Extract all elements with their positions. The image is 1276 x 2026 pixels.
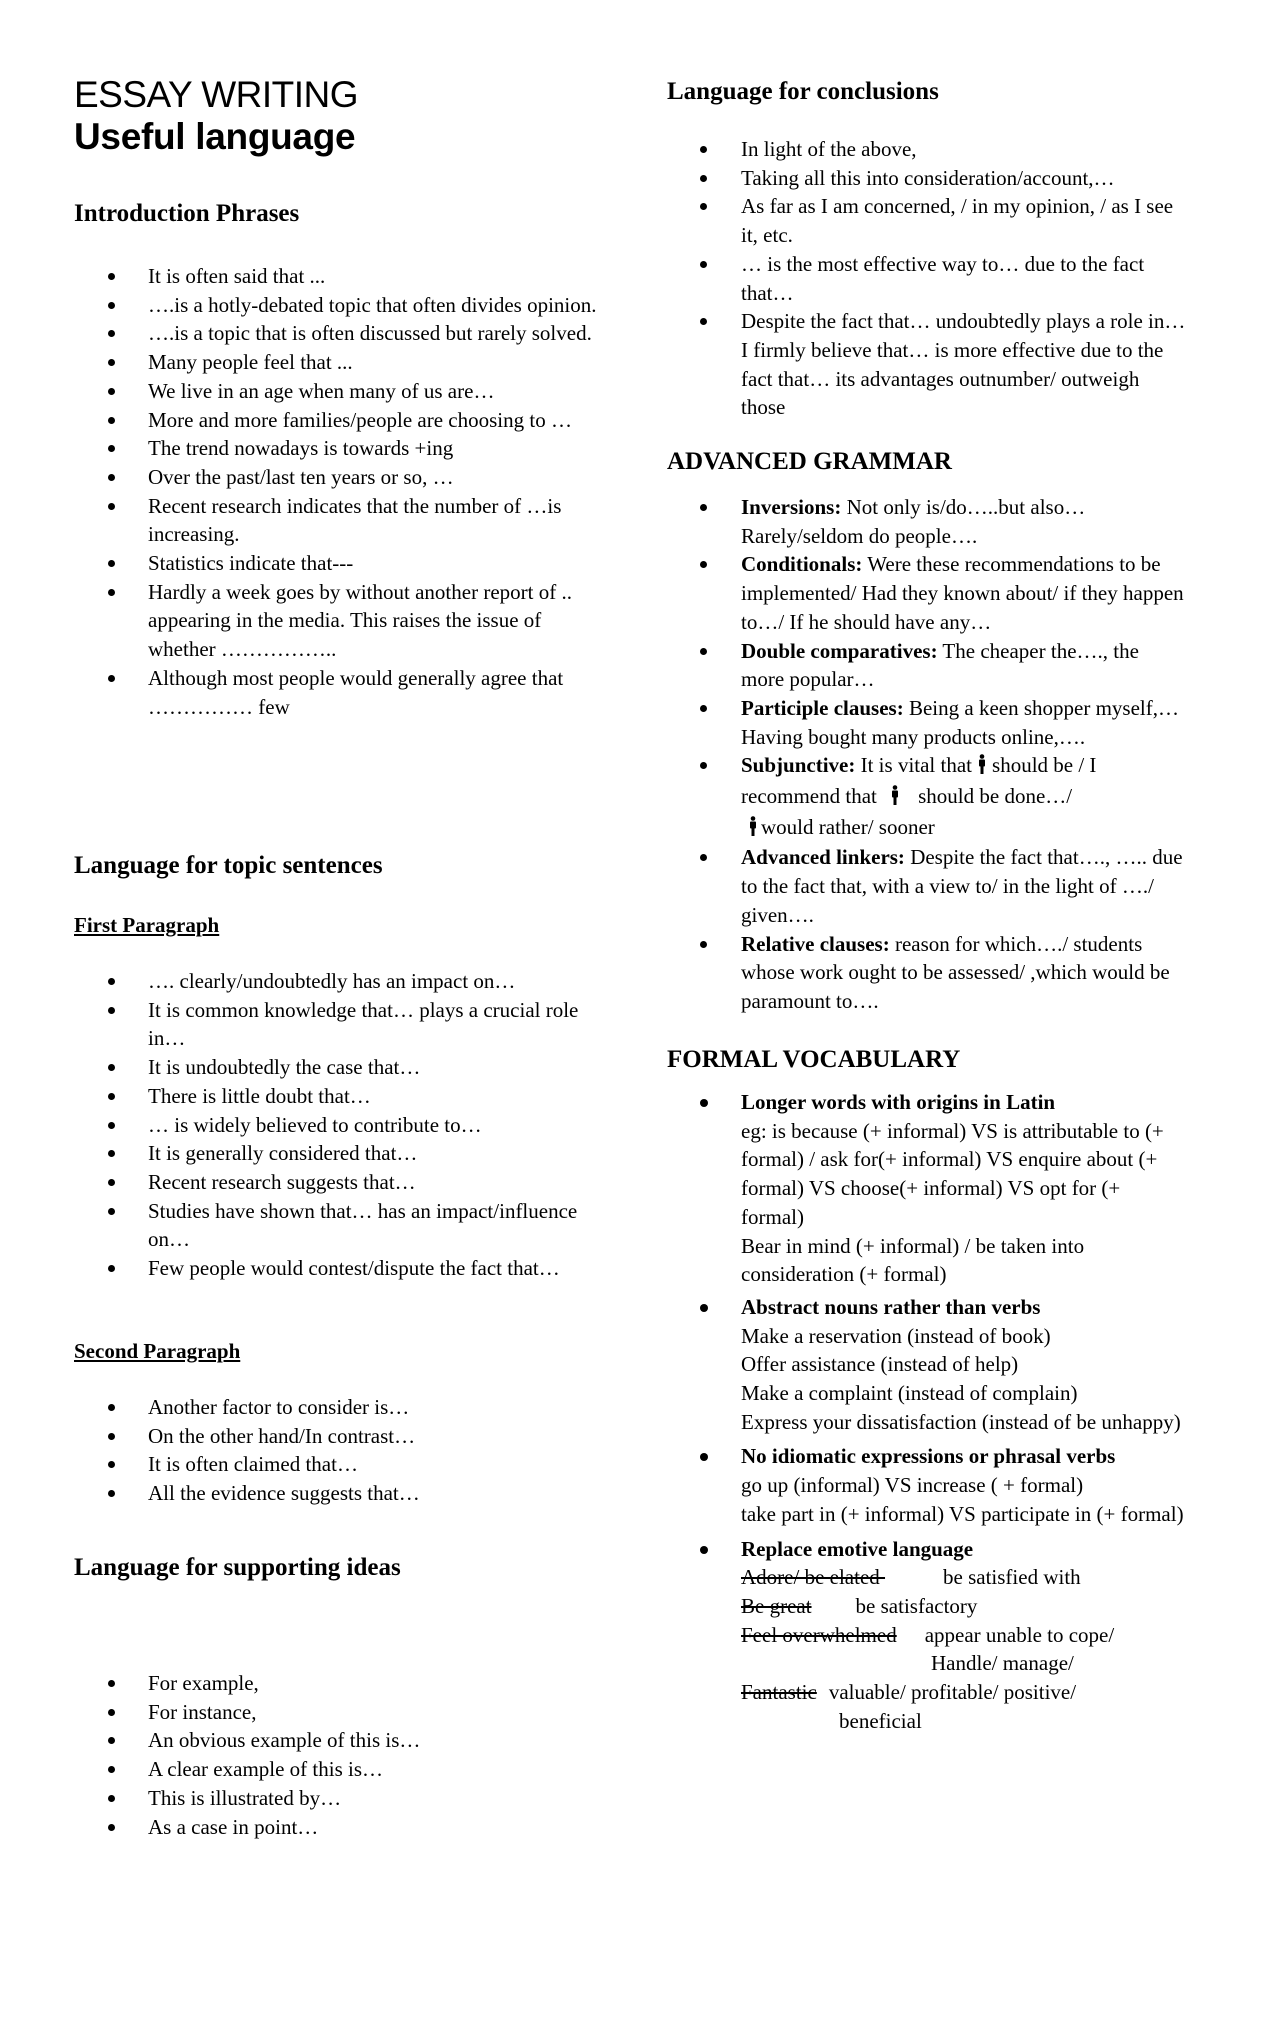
- vocab-emotive: [668, 1535, 1186, 1736]
- grammar-participle-clauses: [668, 694, 1186, 751]
- vocab-line: eg: is because (+ informal) VS is attributable to (+ formal) / ask for(+ informal) VS enquire about (+ formal) VS choose(+ informal) VS opt for (+ formal): [741, 1118, 1164, 1229]
- list-item: For instance,: [75, 1698, 606, 1727]
- emotive-new-cont: beneficial: [839, 1708, 922, 1733]
- vocab-line: take part in (+ informal) VS participate in (+ formal): [741, 1501, 1184, 1526]
- list-item: It is common knowledge that… plays a crucial role in…: [75, 996, 606, 1053]
- grammar-text: should be / I recommend that: [741, 753, 1097, 809]
- vocab-idioms: [668, 1442, 1186, 1528]
- list-item: It is often said that ...: [75, 262, 606, 291]
- heading-conclusions: Language for conclusions: [667, 78, 939, 105]
- grammar-text: The cheaper the…., the more popular…: [741, 638, 1139, 692]
- title-useful-language: Useful language: [74, 116, 356, 157]
- vocab-line: Make a complaint (instead of complain): [741, 1381, 1078, 1406]
- grammar-label: Inversions:: [741, 495, 842, 519]
- list-item: Although most people would generally agree that …………… few: [75, 664, 606, 721]
- emotive-pair: [741, 1678, 1186, 1707]
- grammar-text: Not only is/do…..but also… Rarely/seldom do people….: [741, 495, 1086, 548]
- list-item: As a case in point…: [75, 1813, 606, 1842]
- list-item: Statistics indicate that---: [75, 549, 606, 578]
- heading-topic-sentences: Language for topic sentences: [74, 852, 383, 879]
- heading-first-paragraph: First Paragraph: [74, 913, 220, 937]
- grammar-text: reason for which…./ students whose work ought to be assessed/ ,which would be paramount to….: [741, 931, 1170, 1013]
- heading-formal-vocabulary: FORMAL VOCABULARY: [667, 1046, 961, 1073]
- document-title: [74, 74, 358, 158]
- emotive-old: Adore/ be elated: [741, 1565, 886, 1590]
- list-item: There is little doubt that…: [75, 1082, 606, 1111]
- list-formal-vocabulary: [668, 1088, 1186, 1741]
- vocab-label: Abstract nouns rather than verbs: [741, 1294, 1041, 1319]
- vocab-line: Bear in mind (+ informal) / be taken into consideration (+ formal): [741, 1233, 1085, 1287]
- list-item: The trend nowadays is towards +ing: [75, 434, 606, 463]
- list-item: It is often claimed that…: [75, 1450, 606, 1479]
- list-item: ….is a hotly-debated topic that often divides opinion.: [75, 291, 606, 320]
- grammar-text: Were these recommendations to be implemented/ Had they known about/ if they happen to…/ If he should have any…: [741, 552, 1184, 634]
- emotive-old: Be great: [741, 1593, 812, 1618]
- grammar-text: should be done…/: [912, 784, 1073, 809]
- vocab-label: Longer words with origins in Latin: [741, 1090, 1056, 1114]
- grammar-conditionals: [668, 550, 1186, 636]
- list-item: It is generally considered that…: [75, 1139, 606, 1168]
- emotive-pair: [741, 1563, 1186, 1592]
- list-introduction: [75, 262, 606, 721]
- list-item: …. clearly/undoubtedly has an impact on…: [75, 967, 606, 996]
- vocab-abstract-nouns: [668, 1293, 1186, 1437]
- grammar-subjunctive: [668, 751, 1186, 843]
- grammar-advanced-linkers: [668, 843, 1186, 929]
- vocab-line: Make a reservation (instead of book): [741, 1323, 1051, 1348]
- person-icon: [749, 815, 757, 844]
- grammar-relative-clauses: [668, 930, 1186, 1016]
- vocab-line: Offer assistance (instead of help): [741, 1352, 1019, 1377]
- list-conclusions: [668, 135, 1186, 422]
- heading-supporting-ideas: Language for supporting ideas: [74, 1554, 401, 1581]
- emotive-new: be satisfied with: [943, 1565, 1081, 1590]
- person-icon: [891, 784, 899, 813]
- emotive-old: Feel overwhelmed: [741, 1622, 897, 1647]
- list-item: Another factor to consider is…: [75, 1393, 606, 1422]
- list-item: ….is a topic that is often discussed but rarely solved.: [75, 319, 606, 348]
- grammar-text: Being a keen shopper myself,… Having bought many products online,….: [741, 695, 1179, 749]
- list-item: … is the most effective way to… due to the fact that…: [668, 250, 1186, 307]
- list-item: … is widely believed to contribute to…: [75, 1111, 606, 1140]
- grammar-label: Relative clauses:: [741, 931, 890, 956]
- list-item: It is undoubtedly the case that…: [75, 1053, 606, 1082]
- list-item: We live in an age when many of us are…: [75, 377, 606, 406]
- list-item: An obvious example of this is…: [75, 1726, 606, 1755]
- list-item: All the evidence suggests that…: [75, 1479, 606, 1508]
- grammar-label: Participle clauses:: [741, 695, 904, 720]
- list-item: Many people feel that ...: [75, 348, 606, 377]
- grammar-label: Double comparatives:: [741, 638, 938, 663]
- grammar-label: Subjunctive:: [741, 753, 856, 778]
- emotive-new: be satisfactory: [855, 1593, 978, 1618]
- emotive-new: appear unable to cope/: [924, 1622, 1115, 1647]
- heading-second-paragraph: Second Paragraph: [74, 1339, 241, 1363]
- list-item: Recent research suggests that…: [75, 1168, 606, 1197]
- vocab-line: Express your dissatisfaction (instead of be unhappy): [741, 1409, 1181, 1434]
- list-item: On the other hand/In contrast…: [75, 1422, 606, 1451]
- grammar-label: Conditionals:: [741, 552, 863, 577]
- list-item: Over the past/last ten years or so, …: [75, 463, 606, 492]
- grammar-label: Advanced linkers:: [741, 845, 905, 870]
- emotive-new: valuable/ profitable/ positive/: [828, 1680, 1077, 1705]
- list-item: Taking all this into consideration/account,…: [668, 164, 1186, 193]
- list-item: Recent research indicates that the number of …is increasing.: [75, 492, 606, 549]
- list-first-paragraph: [75, 967, 606, 1283]
- list-item: This is illustrated by…: [75, 1784, 606, 1813]
- emotive-pair: [741, 1592, 1186, 1621]
- emotive-new-cont: Handle/ manage/: [931, 1651, 1074, 1676]
- list-item: Hardly a week goes by without another report of .. appearing in the media. This raises the issue of whether ……………..: [75, 578, 606, 664]
- heading-introduction: Introduction Phrases: [74, 200, 300, 227]
- list-second-paragraph: [75, 1393, 606, 1508]
- vocab-label: No idiomatic expressions or phrasal verbs: [741, 1444, 1116, 1469]
- vocab-line: go up (informal) VS increase ( + formal): [741, 1473, 1084, 1498]
- vocab-latin: [668, 1088, 1186, 1289]
- title-essay-writing: ESSAY WRITING: [74, 74, 359, 115]
- list-item: For example,: [75, 1669, 606, 1698]
- list-item: More and more families/people are choosing to …: [75, 406, 606, 435]
- vocab-label: Replace emotive language: [741, 1536, 974, 1561]
- list-item: A clear example of this is…: [75, 1755, 606, 1784]
- list-item: Despite the fact that… undoubtedly plays a role in… I firmly believe that… is more effective due to the fact that… its advantages outnumber/ outweigh those: [668, 307, 1186, 422]
- grammar-text: It is vital that: [855, 753, 973, 778]
- list-item: Few people would contest/dispute the fact that…: [75, 1254, 606, 1283]
- grammar-text: would rather/ sooner: [761, 814, 935, 839]
- list-item: In light of the above,: [668, 135, 1186, 164]
- grammar-inversions: [668, 493, 1186, 550]
- list-item: As far as I am concerned, / in my opinion, / as I see it, etc.: [668, 192, 1186, 249]
- grammar-double-comparatives: [668, 637, 1186, 694]
- list-supporting-ideas: [75, 1669, 606, 1841]
- person-icon: [978, 753, 986, 782]
- list-advanced-grammar: [668, 493, 1186, 1016]
- emotive-pair: [741, 1621, 1186, 1650]
- grammar-text: Despite the fact that…., ….. due to the fact that, with a view to/ in the light of …./ given….: [741, 845, 1183, 927]
- emotive-old: Fantastic: [741, 1680, 817, 1705]
- heading-advanced-grammar: ADVANCED GRAMMAR: [667, 448, 952, 475]
- list-item: Studies have shown that… has an impact/influence on…: [75, 1197, 606, 1254]
